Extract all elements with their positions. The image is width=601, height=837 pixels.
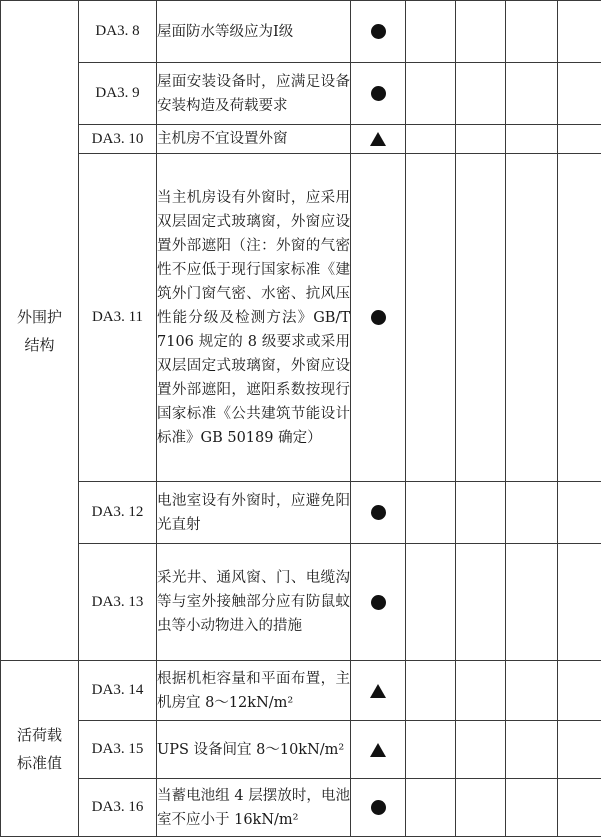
blank-cell xyxy=(406,661,456,721)
table-row xyxy=(1,482,601,544)
blank-cell xyxy=(558,1,601,63)
blank-cell xyxy=(506,661,558,721)
mandatory-dot-icon xyxy=(371,310,386,325)
clause-code: DA3. 15 xyxy=(79,721,157,779)
recommended-triangle-icon xyxy=(370,743,386,757)
blank-cell xyxy=(558,125,601,154)
category-cell xyxy=(1,661,79,837)
clause-code: DA3. 14 xyxy=(79,661,157,721)
grade-cell xyxy=(351,482,406,544)
blank-cell xyxy=(406,154,456,482)
mandatory-dot-icon xyxy=(371,86,386,101)
clause-code: DA3. 13 xyxy=(79,544,157,661)
category-label: 活荷载标准值 xyxy=(16,721,64,777)
grade-cell xyxy=(351,721,406,779)
clause-code: DA3. 10 xyxy=(79,125,157,154)
requirement-text: 根据机柜容量和平面布置，主机房宜 8～12kN/m² xyxy=(157,661,351,721)
mandatory-dot-icon xyxy=(371,505,386,520)
requirement-text: 当蓄电池组 4 层摆放时，电池室不应小于 16kN/m² xyxy=(157,779,351,837)
category-label: 外围护结构 xyxy=(16,303,64,359)
blank-cell xyxy=(456,63,506,125)
requirement-text: 屋面防水等级应为Ⅰ级 xyxy=(157,1,351,63)
blank-cell xyxy=(456,721,506,779)
blank-cell xyxy=(456,1,506,63)
recommended-triangle-icon xyxy=(370,684,386,698)
table-row xyxy=(1,154,601,482)
table-row xyxy=(1,544,601,661)
blank-cell xyxy=(558,661,601,721)
blank-cell xyxy=(456,661,506,721)
table-row xyxy=(1,125,601,154)
clause-code: DA3. 16 xyxy=(79,779,157,837)
blank-cell xyxy=(558,154,601,482)
blank-cell xyxy=(558,482,601,544)
mandatory-dot-icon xyxy=(371,595,386,610)
requirement-text: 屋面安装设备时，应满足设备安装构造及荷载要求 xyxy=(157,63,351,125)
mandatory-dot-icon xyxy=(371,800,386,815)
requirement-text: UPS 设备间宜 8～10kN/m² xyxy=(157,721,351,779)
blank-cell xyxy=(456,154,506,482)
blank-cell xyxy=(456,482,506,544)
grade-cell xyxy=(351,63,406,125)
grade-cell xyxy=(351,779,406,837)
blank-cell xyxy=(506,1,558,63)
table-row xyxy=(1,63,601,125)
grade-cell xyxy=(351,661,406,721)
clause-code: DA3. 12 xyxy=(79,482,157,544)
table-row xyxy=(1,1,601,63)
clause-code: DA3. 11 xyxy=(79,154,157,482)
table-row xyxy=(1,779,601,837)
blank-cell xyxy=(506,482,558,544)
requirement-text: 当主机房设有外窗时，应采用双层固定式玻璃窗，外窗应设置外部遮阳（注：外窗的气密性不应低于现行国家标准《建筑外门窗气密、水密、抗风压性能分级及检测方法》GB/T 7106 规定的 8 级要求或采用双层固定式玻璃窗，外窗应设置外部遮阳，遮阳系数按现行国家标准《公共建筑节能设计标准》GB 50189 确定） xyxy=(157,154,351,482)
blank-cell xyxy=(506,154,558,482)
blank-cell xyxy=(406,721,456,779)
mandatory-dot-icon xyxy=(371,24,386,39)
blank-cell xyxy=(506,125,558,154)
category-cell xyxy=(1,1,79,661)
blank-cell xyxy=(406,779,456,837)
blank-cell xyxy=(406,1,456,63)
table-row xyxy=(1,721,601,779)
grade-cell xyxy=(351,1,406,63)
blank-cell xyxy=(558,63,601,125)
blank-cell xyxy=(558,544,601,661)
grade-cell xyxy=(351,125,406,154)
blank-cell xyxy=(456,544,506,661)
blank-cell xyxy=(406,125,456,154)
blank-cell xyxy=(558,721,601,779)
table-row xyxy=(1,661,601,721)
grade-cell xyxy=(351,544,406,661)
blank-cell xyxy=(558,779,601,837)
requirement-text: 主机房不宜设置外窗 xyxy=(157,125,351,154)
blank-cell xyxy=(406,482,456,544)
blank-cell xyxy=(506,544,558,661)
clause-code: DA3. 8 xyxy=(79,1,157,63)
blank-cell xyxy=(456,125,506,154)
requirement-text: 电池室设有外窗时，应避免阳光直射 xyxy=(157,482,351,544)
blank-cell xyxy=(406,544,456,661)
blank-cell xyxy=(506,721,558,779)
blank-cell xyxy=(456,779,506,837)
blank-cell xyxy=(506,779,558,837)
blank-cell xyxy=(406,63,456,125)
requirement-text: 采光井、通风窗、门、电缆沟等与室外接触部分应有防鼠蚊虫等小动物进入的措施 xyxy=(157,544,351,661)
blank-cell xyxy=(506,63,558,125)
recommended-triangle-icon xyxy=(370,132,386,146)
grade-cell xyxy=(351,154,406,482)
clause-code: DA3. 9 xyxy=(79,63,157,125)
